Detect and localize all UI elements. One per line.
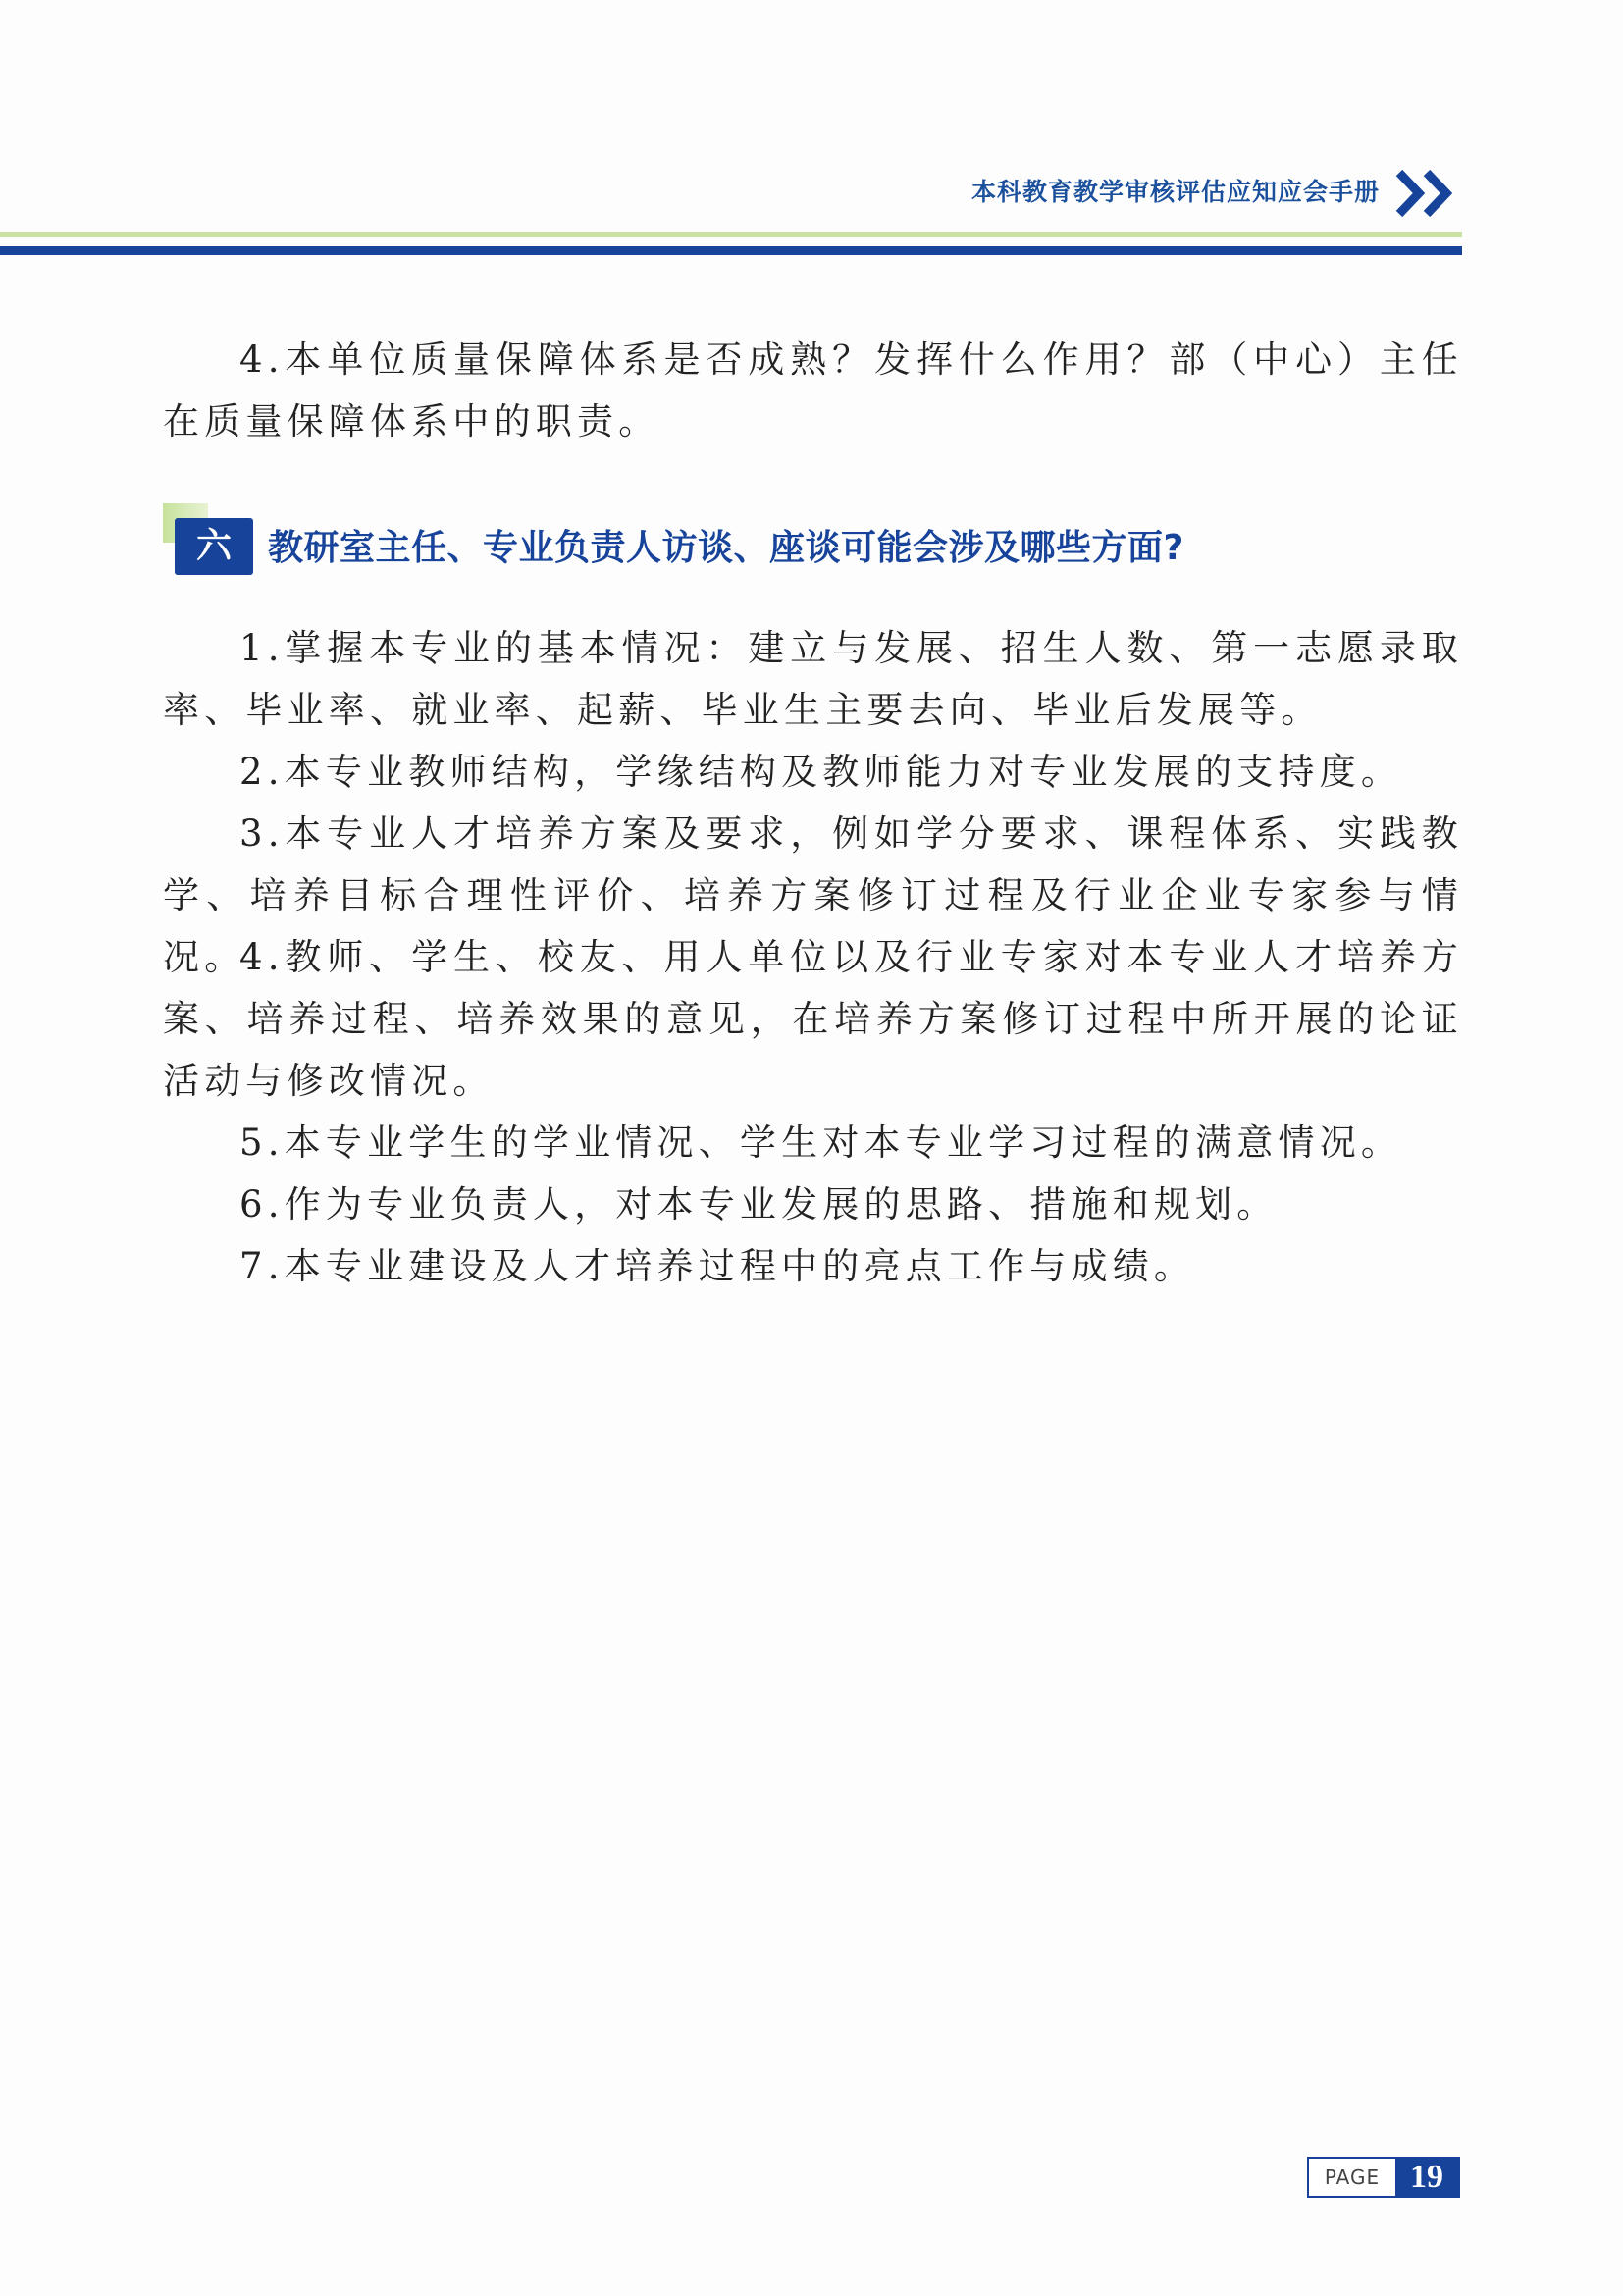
list-item [163,1112,1463,1174]
list-item [163,1174,1463,1235]
item-text: 掌握本专业的基本情况：建立与发展、招生人数、第一志愿录取率、毕业率、就业率、起薪、毕业生主要去向、毕业后发展等。 [163,627,1463,731]
section-title: 教研室主任、专业负责人访谈、座谈可能会涉及哪些方面? [268,528,1184,568]
header-title: 本科教育教学审核评估应知应会手册 [970,178,1380,206]
list-item [163,926,1463,1112]
header-rule-blue [0,246,1462,255]
page-number-box [1307,2157,1460,2198]
list-item [163,617,1463,741]
list-item [163,1235,1463,1297]
header-rule-green [0,232,1462,237]
item-text: 本单位质量保障体系是否成熟？发挥什么作用？部（中心）主任在质量保障体系中的职责。 [163,339,1463,443]
item-number: 2. [239,751,285,793]
item-text: 本专业建设及人才培养过程中的亮点工作与成绩。 [284,1245,1196,1287]
item-number: 3. [239,812,285,855]
item-number: 4. [239,339,285,381]
item-number: 5. [239,1122,285,1164]
page-label: PAGE [1324,2166,1381,2189]
list-item [163,741,1463,803]
page-number: 19 [1395,2159,1458,2196]
double-chevron-icon [1393,167,1458,220]
intro-paragraph [163,329,1463,452]
item-text: 本专业人才培养方案及要求，例如学分要求、课程体系、实践教学、培养目标合理性评价、培养方案修订过程及行业企业专家参与情况。 [163,812,1463,978]
section-number-badge: 六 [175,518,253,575]
item-text: 本专业学生的学业情况、学生对本专业学习过程的满意情况。 [284,1122,1403,1164]
item-number: 7. [239,1245,285,1287]
item-number: 4. [239,936,285,978]
item-text: 教师、学生、校友、用人单位以及行业专家对本专业人才培养方案、培养过程、培养效果的意见，在培养方案修订过程中所开展的论证活动与修改情况。 [163,936,1463,1102]
item-number: 6. [239,1183,285,1226]
item-text: 作为专业负责人，对本专业发展的思路、措施和规划。 [284,1183,1279,1226]
item-text: 本专业教师结构，学缘结构及教师能力对专业发展的支持度。 [284,751,1403,793]
item-number: 1. [239,627,285,669]
